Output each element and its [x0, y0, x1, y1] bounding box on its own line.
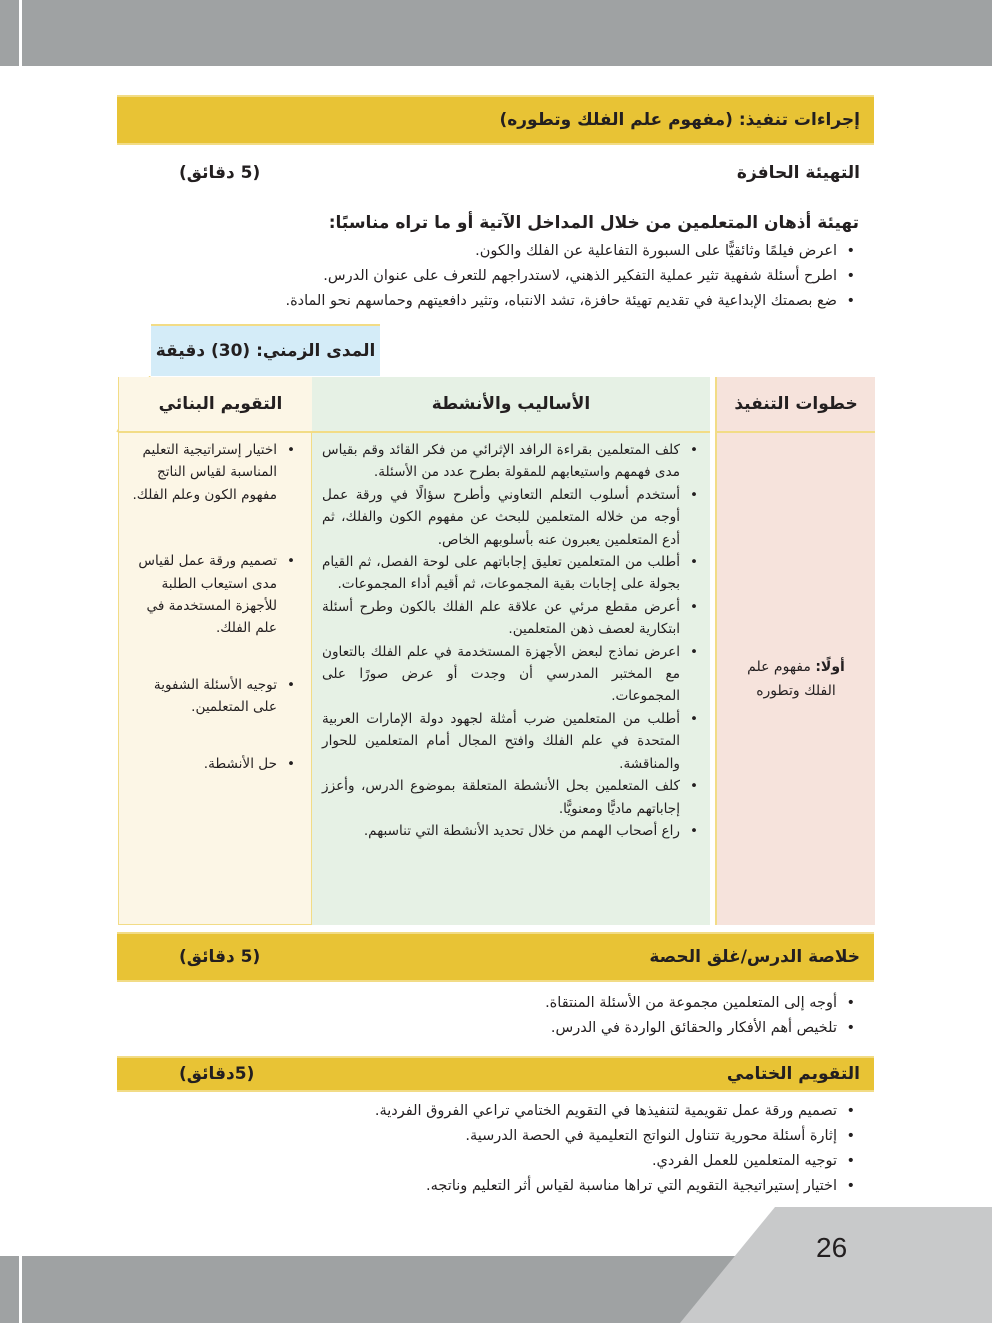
warmup-question: تهيئة أذهان المتعلمين من خلال المداخل الآتية أو ما تراه مناسبًا: — [328, 213, 859, 233]
final-assessment-duration: (5دقائق) — [179, 1064, 255, 1084]
header-formative: التقويم البنائي — [118, 377, 312, 431]
list-item: • اعرض نماذج لبعض الأجهزة المستخدمة في علم الفلك بالتعاون مع المختبر المدرسي أن وجدت أو عرض صورًا على المجموعات. — [322, 641, 702, 708]
closure-title: خلاصة الدرس/غلق الحصة — [649, 947, 860, 967]
steps-prefix: أولًا: — [815, 659, 845, 675]
header-activities: الأساليب والأنشطة — [312, 377, 710, 431]
list-item: • تصميم ورقة عمل لقياس مدى استيعاب الطلبة للأجهزة المستخدمة في علم الفلك. — [129, 550, 299, 640]
warmup-header — [117, 163, 874, 183]
warmup-duration: (5 دقائق) — [179, 163, 261, 183]
list-item: • تلخيص أهم الأفكار والحقائق الواردة في الدرس. — [545, 1016, 859, 1041]
list-item: • أطلب من المتعلمين تعليق إجاباتهم على لوحة الفصل، ثم القيام بجولة على إجابات بقية المجموعات، ثم أقيم أداء المجموعات. — [322, 551, 702, 596]
lesson-table — [118, 377, 875, 925]
list-item: • توجيه الأسئلة الشفوية على المتعلمين. — [129, 674, 299, 719]
list-item: • حل الأنشطة. — [129, 753, 299, 775]
formative-list — [129, 439, 299, 819]
list-item: • ضع بصمتك الإبداعية في تقديم تهيئة حافزة، تشد الانتباه، وتثير دافعيتهم وحماسهم نحو المادة. — [285, 289, 859, 314]
list-item: • توجيه المتعلمين للعمل الفردي. — [375, 1149, 859, 1174]
closure-duration: (5 دقائق) — [179, 947, 261, 967]
activities-cell — [312, 431, 710, 925]
list-item: • أستخدم أسلوب التعلم التعاوني وأطرح سؤالًا في ورقة عمل أوجه من خلاله المتعلمين للبحث عن مفهوم الكون والفلك، ثم أدع المتعلمين يعبرون عنه بأسلوبهم الخاص. — [322, 484, 702, 551]
closure-list — [545, 991, 859, 1041]
page-header-bar — [0, 0, 992, 66]
list-item: • أوجه إلى المتعلمين مجموعة من الأسئلة المنتقاة. — [545, 991, 859, 1016]
closure-header — [117, 932, 874, 982]
time-duration-tab: المدى الزمني: (30) دقيقة — [151, 324, 380, 376]
steps-text: مفهوم علم الفلك وتطوره — [747, 659, 836, 699]
list-item: • تصميم ورقة عمل تقويمية لتنفيذها في التقويم الختامي تراعي الفروق الفردية. — [375, 1099, 859, 1124]
section-title: إجراءات تنفيذ: (مفهوم علم الفلك وتطوره) — [499, 110, 860, 130]
warmup-title: التهيئة الحافزة — [736, 163, 860, 183]
list-item: • اختيار إستيراتيجية التقويم التي تراها مناسبة لقياس أثر التعليم وناتجه. — [375, 1174, 859, 1199]
list-item: • إثارة أسئلة محورية تتناول النواتج التعليمية في الحصة الدرسية. — [375, 1124, 859, 1149]
activities-list — [322, 439, 702, 842]
list-item: • اطرح أسئلة شفهية تثير عملية التفكير الذهني، لاستدراجهم للتعرف على عنوان الدرس. — [285, 264, 859, 289]
header-edge-strip — [0, 0, 22, 66]
steps-cell — [715, 431, 875, 925]
list-item: • راع أصحاب الهمم من خلال تحديد الأنشطة التي تناسبهم. — [322, 820, 702, 842]
section-header — [117, 95, 874, 145]
list-item: • أطلب من المتعلمين ضرب أمثلة لجهود دولة الإمارات العربية المتحدة في علم الفلك وافتح المجال أمام المتعلمين للحوار والمناقشة. — [322, 708, 702, 775]
warmup-list — [285, 239, 859, 314]
list-item: • كلف المتعلمين بحل الأنشطة المتعلقة بموضوع الدرس، وأعزز إجاباتهم ماديًّا ومعنويًّا. — [322, 775, 702, 820]
page-number: 26 — [816, 1232, 848, 1263]
page-number-tab — [0, 1207, 992, 1323]
final-assessment-list — [375, 1099, 859, 1199]
final-assessment-header — [117, 1056, 874, 1092]
formative-cell — [118, 431, 312, 925]
list-item: • أعرض مقطع مرئي عن علاقة علم الفلك بالكون وطرح أسئلة ابتكارية لعصف ذهن المتعلمين. — [322, 596, 702, 641]
header-steps: خطوات التنفيذ — [715, 377, 875, 431]
list-item: • اختيار إستراتيجية التعليم المناسبة لقياس الناتج مفهوم الكون وعلم الفلك. — [129, 439, 299, 506]
list-item: • كلف المتعلمين بقراءة الرافد الإثرائي من فكر القائد وقم بقياس مدى فهمهم واستيعابهم للمقولة بطرح عدد من الأسئلة. — [322, 439, 702, 484]
list-item: • اعرض فيلمًا وثائقيًّا على السبورة التفاعلية عن الفلك والكون. — [285, 239, 859, 264]
final-assessment-title: التقويم الختامي — [726, 1064, 860, 1084]
